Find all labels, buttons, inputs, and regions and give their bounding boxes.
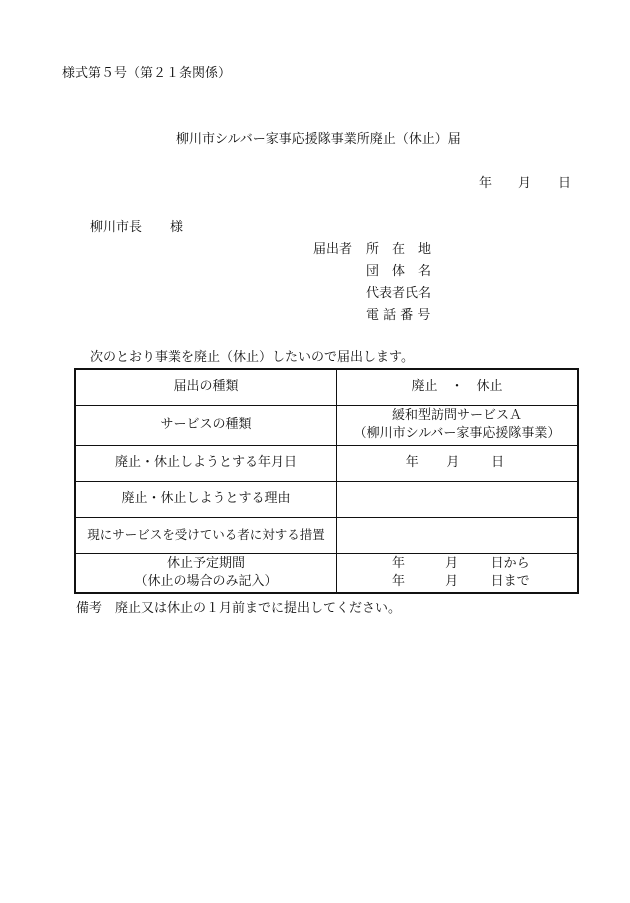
from-day: 日から <box>490 555 530 571</box>
row-label: 廃止・休止しようとする理由 <box>75 481 337 517</box>
date-value <box>337 445 579 481</box>
applicant-organization: 団 体 名 <box>366 264 432 279</box>
from-year: 年 <box>392 555 406 571</box>
year-label: 年 <box>405 455 419 470</box>
applicant-label: 届出者 <box>313 242 353 257</box>
service-type-line: （柳川市シルバー家事応援隊事業） <box>353 426 561 441</box>
note-text: 備考 廃止又は休止の１月前までに提出してください。 <box>76 601 402 616</box>
period-label-line: （休止の場合のみ記入） <box>134 573 278 589</box>
row-label: サービスの種類 <box>75 405 337 445</box>
service-type-line: 緩和型訪問サービスＡ <box>391 408 522 423</box>
intro-text: 次のとおり事業を廃止（休止）したいので届出します。 <box>90 350 414 365</box>
table-row <box>75 553 578 593</box>
to-day: 日まで <box>490 573 530 589</box>
date-day: 日 <box>558 176 572 191</box>
date-month: 月 <box>518 176 532 191</box>
from-month: 月 <box>445 555 459 571</box>
notification-table <box>74 368 579 594</box>
table-row <box>75 517 578 553</box>
date-year: 年 <box>479 176 493 191</box>
addressee-honorific: 様 <box>170 220 184 235</box>
measures-value <box>337 517 579 553</box>
month-label: 月 <box>446 455 460 470</box>
row-label: 廃止・休止しようとする年月日 <box>75 445 337 481</box>
document-title: 柳川市シルバー家事応援隊事業所廃止（休止）届 <box>176 132 461 147</box>
row-label: 届出の種類 <box>75 369 337 405</box>
addressee-name: 柳川市長 <box>90 220 143 235</box>
applicant-representative: 代表者氏名 <box>366 286 432 301</box>
day-label: 日 <box>491 455 505 470</box>
applicant-phone: 電 話 番 号 <box>366 308 431 323</box>
table-row <box>75 481 578 517</box>
period-label <box>75 553 337 593</box>
to-month: 月 <box>445 573 459 589</box>
form-number: 様式第５号（第２１条関係） <box>62 66 232 81</box>
applicant-address: 所 在 地 <box>366 242 432 257</box>
to-year: 年 <box>392 573 406 589</box>
table-row <box>75 405 578 445</box>
notification-type-value: 廃止 ・ 休止 <box>337 369 579 405</box>
row-label: 現にサービスを受けている者に対する措置 <box>75 517 337 553</box>
period-label-line: 休止予定期間 <box>166 555 245 571</box>
period-value <box>337 553 579 593</box>
table-row <box>75 369 578 405</box>
reason-value <box>337 481 579 517</box>
table-row <box>75 445 578 481</box>
service-type-value <box>337 405 579 445</box>
